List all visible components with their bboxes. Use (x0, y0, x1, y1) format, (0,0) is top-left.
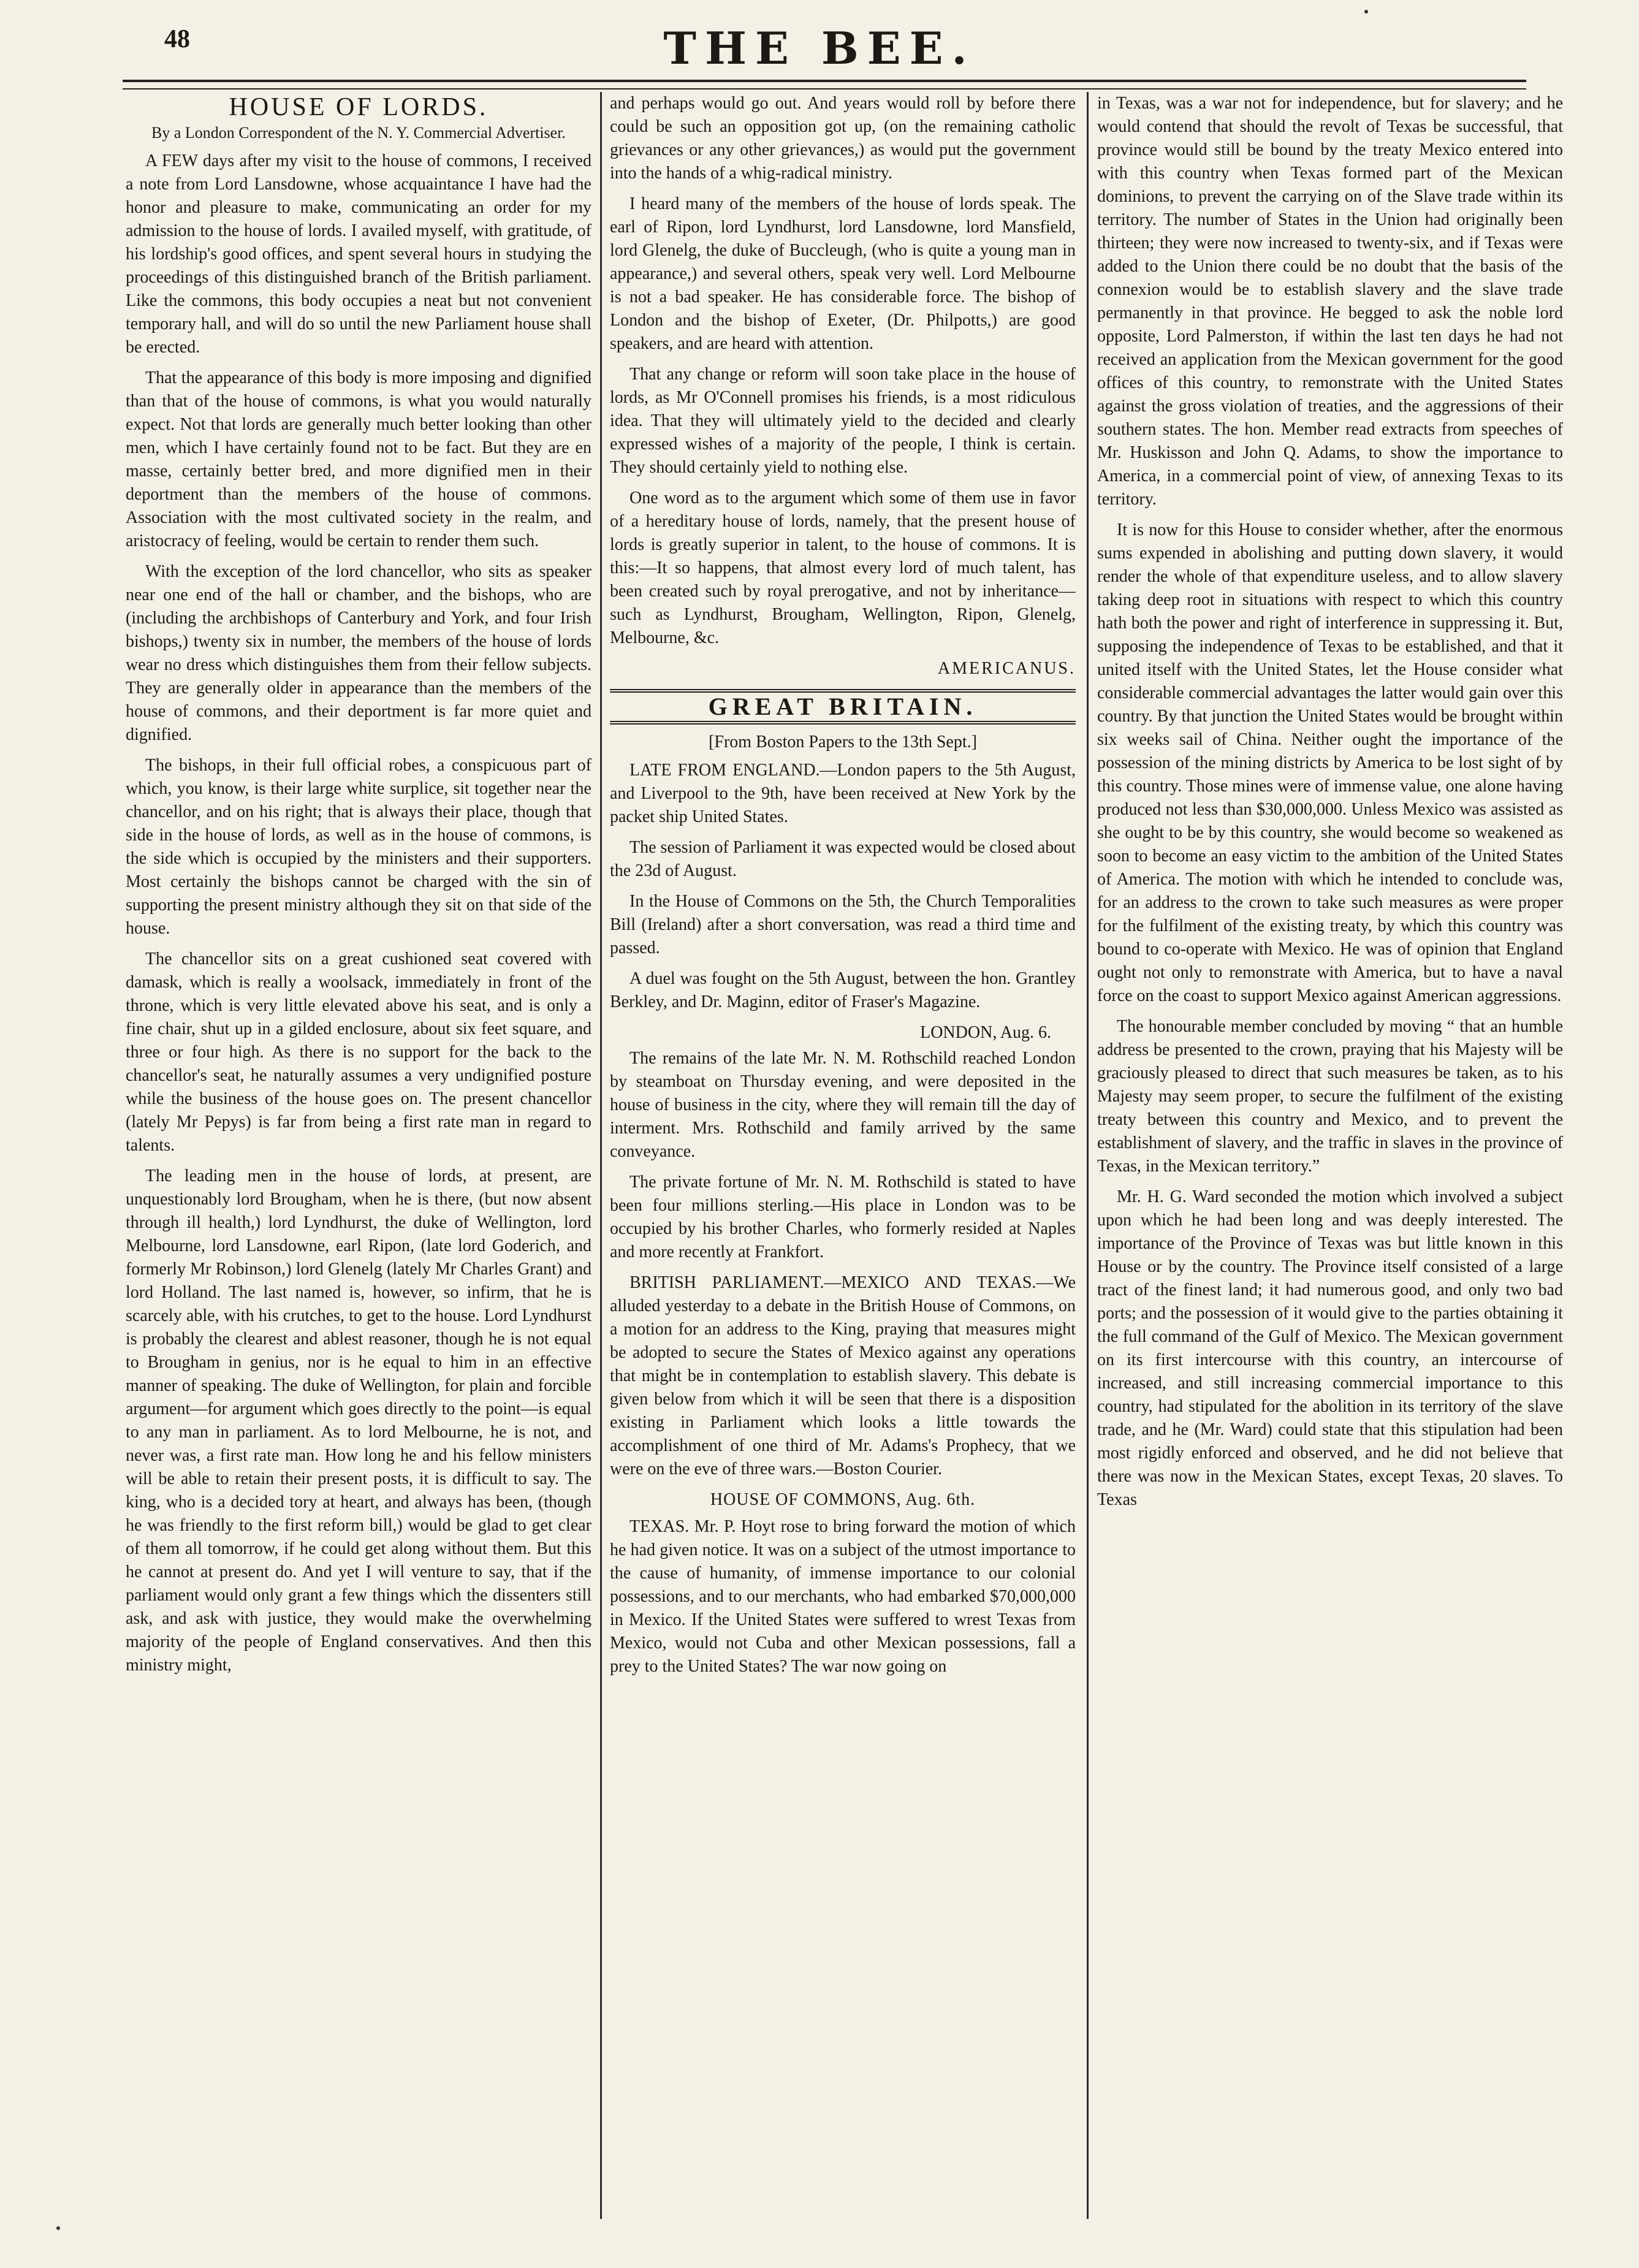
column-divider (600, 92, 602, 2219)
section-title: GREAT BRITAIN. (708, 693, 978, 720)
masthead-title: THE BEE. (663, 22, 976, 74)
paragraph: The session of Parliament it was expected would be closed about the 23d of August. (610, 838, 1076, 880)
section-header (610, 689, 1076, 725)
paragraph: The private fortune of Mr. N. M. Rothschild is stated to have been four millions sterling.—His place in London was to be occupied by his brother Charles, who formerly resided at Naples and more recently at Frankfort. (610, 1173, 1076, 1261)
signature: AMERICANUS. (937, 659, 1076, 678)
paragraph: The leading men in the house of lords, at present, are unquestionably lord Brougham, when he is there, (but now absent through ill health,) lord Lyndhurst, the duke of Wellington, lord Melbourne, lord Lansdowne, earl Ripon, (late lord Goderich, and formerly Mr Robinson,) lord Glenelg (lately Mr Charles Grant) and lord Holland. The last named is, however, so infirm, that he is scarcely able, with his crutches, to get to the house. Lord Lyndhurst is probably the clearest and ablest reasoner, though he is not equal to Brougham in genius, nor is he equal to him in an effective manner of speaking. The duke of Wellington, for plain and forcible argument—for argument which goes directly to the point—is equal to any man in parliament. As to lord Melbourne, he is not, and never was, a first rate man. How long he and his fellow ministers will be able to retain their present posts, it is difficult to say. The king, who is a decided tory at heart, and always has been, (though he was friendly to the first reform bill,) would be glad to get clear of them all tomorrow, if he could get along without them. But this he cannot at present do. And yet I will venture to say, that if the parliament would only grant a few things which the dissenters still ask, and ask with justice, they would make the overwhelming majority of the people of England conservatives. And then this ministry might, (126, 1166, 591, 1675)
paragraph: Mr. H. G. Ward seconded the motion which involved a subject upon which he had been long and was deeply interested. The importance of the Province of Texas was but little known in this House or by the country. The Province itself consisted of a large tract of the finest land; it had numerous good, and only two bad ports; and the possession of it would give to the parties obtaining it the full command of the Gulf of Mexico. The Mexican government on its first intercourse with this country, an intercourse of increased, and still increasing commercial importance to this country, had stipulated for the abolition in its territory of the slave trade, and he (Mr. Ward) could state that this stipulation had been most rigidly enforced and observed, and he did not believe that there was now in the Mexican States, except Texas, 20 slaves. To Texas (1097, 1187, 1563, 1509)
paragraph: In the House of Commons on the 5th, the Church Temporalities Bill (Ireland) after a short conversation, was read a third time and passed. (610, 892, 1076, 957)
ink-speck (56, 2226, 60, 2230)
column-1 (126, 92, 591, 2219)
article-title: HOUSE OF LORDS. (229, 93, 489, 121)
source-note: [From Boston Papers to the 13th Sept.] (709, 733, 977, 752)
paragraph: I heard many of the members of the house of lords speak. The earl of Ripon, lord Lyndhurst, lord Lansdowne, lord Mansfield, lord Glenelg, the duke of Buccleugh, (who is quite a young man in appearance,) and several others, speak very well. Lord Melbourne is not a bad speaker. He has considerable force. The bishop of London and the bishop of Exeter, (Dr. Philpotts,) are good speakers, and are heard with attention. (610, 194, 1076, 353)
paragraph: With the exception of the lord chancellor, who sits as speaker near one end of the hall or chamber, and the bishops, who are (including the archbishops of Canterbury and York, and four Irish bishops,) twenty six in number, the members of the house of lords wear no dress which distinguishes them from their fellow subjects. They are generally older in appearance than the members of the house of commons, and their deportment is far more quiet and dignified. (126, 562, 591, 744)
paragraph: It is now for this House to consider whether, after the enormous sums expended in abolishing and putting down slavery, it would render the whole of that expenditure useless, and to allow slavery taking deep root in situations with respect to which this country hath both the power and right of interference in suppressing it. But, supposing the independence of Texas to be established, and that it united itself with the United States, let the House consider what considerable commercial advantages the latter would gain over this country. By that junction the United States would be brought within six weeks sail of China. Neither ought the importance of the possession of the mining districts by America to be lost sight of by this country. Those mines were of immense value, one alone having produced not less than $30,000,000. Unless Mexico was assisted as she ought to be by this country, she would become so weakened as soon to become an easy victim to the ambition of the United States of America. The motion with which he intended to conclude was, for an address to the crown to take such measures as were proper for the fulfilment of the existing treaty, by which this country was bound to co-operate with Mexico. He was of opinion that England ought not only to remonstrate with America, but to have a naval force on the coast to support Mexico against American aggressions. (1097, 520, 1563, 1005)
paragraph: The chancellor sits on a great cushioned seat covered with damask, which is really a woolsack, immediately in front of the throne, which is very little elevated above his seat, and is only a fine chair, shut up in a gilded enclosure, about six feet square, and three or four high. As there is no support for the back to the chancellor's seat, he naturally assumes a very undignified posture while the business of the house goes on. The present chancellor (lately Mr Pepys) is far from being a first rate man in regard to talents. (126, 949, 591, 1155)
column-3 (1097, 92, 1563, 2219)
column-2 (610, 92, 1076, 2219)
paragraph: That the appearance of this body is more imposing and dignified than that of the house of commons, is what you would naturally expect. Not that lords are generally much better looking than other men, which I have certainly found not to be fact. But they are en masse, certainly better bred, and more dignified men in their deportment than the members of the house of commons. Association with the most cultivated society in the realm, and aristocracy of feeling, would be certain to render them such. (126, 368, 591, 550)
paragraph: BRITISH PARLIAMENT.—MEXICO AND TEXAS.—We alluded yesterday to a debate in the British House of Commons, on a motion for an address to the King, praying that measures might be adopted to secure the States of Mexico against any operations that might be in contemplation to establish slavery. This debate is given below from which it will be seen that there is a disposition existing in Parliament which looks a little towards the accomplishment of one third of Mr. Adams's Prophecy, that we were on the eve of three wars.—Boston Courier. (610, 1273, 1076, 1478)
paragraph: A duel was fought on the 5th August, between the hon. Grantley Berkley, and Dr. Maginn, editor of Fraser's Magazine. (610, 969, 1076, 1011)
ink-speck (1364, 10, 1368, 13)
header-rule (123, 80, 1526, 89)
paragraph: One word as to the argument which some of them use in favor of a hereditary house of lords, namely, that the present house of lords is greatly superior in talent, to the house of commons. It is this:—It so happens, that almost every lord of much talent, has been created such by royal prerogative, and not by inheritance—such as Lyndhurst, Brougham, Wellington, Ripon, Glenelg, Melbourne, &c. (610, 489, 1076, 647)
paragraph: The honourable member concluded by moving “ that an humble address be presented to the crown, praying that his Majesty will be graciously pleased to direct that such measures be taken, as to his Majesty may seem proper, to secure the fulfilment of the existing treaty between this country and Mexico, and to prevent the establishment of slavery, and the traffic in slaves in the province of Texas, in the Mexican territory.” (1097, 1017, 1563, 1176)
paragraph: and perhaps would go out. And years would roll by before there could be such an opposition got up, (on the remaining catholic grievances or any other grievances,) as would put the government into the hands of a whig-radical ministry. (610, 94, 1076, 183)
article-byline: By a London Correspondent of the N. Y. Commercial Advertiser. (151, 124, 566, 142)
dateline: LONDON, Aug. 6. (920, 1023, 1051, 1042)
paragraph: That any change or reform will soon take place in the house of lords, as Mr O'Connell promises his friends, is a most ridiculous idea. That they will ultimately yield to the decided and clearly expressed wishes of a majority of the people, I think is certain. They should certainly yield to nothing else. (610, 365, 1076, 477)
paragraph: in Texas, was a war not for independence, but for slavery; and he would contend that should the revolt of Texas be successful, that province would still be bound by the treaty Mexico entered into with this country when Texas formed part of the Mexican dominions, to prevent the carrying on of the Slave trade within its territory. The number of States in the Union had originally been thirteen; they were now increased to twenty-six, and if Texas were added to the Union there could be no doubt that the basis of the connexion would be to establish slavery and the slave trade permanently in that province. He begged to ask the noble lord opposite, Lord Palmerston, if within the last ten days he had not received an application from the Mexican government for the good offices of this country, to remonstrate with the United States against the gross violation of treaties, and the aggressions of their southern states. The hon. Member read extracts from speeches of Mr. Huskisson and John Q. Adams, to show the importance to America, in a commercial point of view, of annexing Texas to its territory. (1097, 94, 1563, 509)
paragraph: A FEW days after my visit to the house of commons, I received a note from Lord Lansdowne, whose acquaintance I have had the honor and pleasure to make, communicating an order for my admission to the house of lords. I availed myself, with gratitude, of his lordship's good offices, and spent several hours in studying the proceedings of this distinguished branch of the British parliament. Like the commons, this body occupies a neat but not convenient temporary hall, and will do so until the new Parliament house shall be erected. (126, 151, 591, 357)
column-divider (1087, 92, 1089, 2219)
subheading: HOUSE OF COMMONS, Aug. 6th. (710, 1490, 976, 1509)
paragraph: LATE FROM ENGLAND.—London papers to the 5th August, and Liverpool to the 9th, have been received at New York by the packet ship United States. (610, 761, 1076, 826)
paragraph: The bishops, in their full official robes, a conspicuous part of which, you know, is their large white surplice, sit together near the chancellor, and on his right; that is always their place, though that side in the house of lords, as well as in the house of commons, is the side which is occupied by the ministers and their supporters. Most certainly the bishops cannot be charged with the sin of supporting the present ministry although they sit on that side of the house. (126, 756, 591, 938)
page-number: 48 (164, 25, 190, 53)
paragraph: The remains of the late Mr. N. M. Rothschild reached London by steamboat on Thursday evening, and were deposited in the house of business in the city, where they will remain till the day of interment. Mrs. Rothschild and family arrived by the same conveyance. (610, 1049, 1076, 1161)
paragraph: TEXAS. Mr. P. Hoyt rose to bring forward the motion of which he had given notice. It was on a subject of the utmost importance to the cause of humanity, of immense importance to our colonial possessions, and to our merchants, who had embarked $70,000,000 in Mexico. If the United States were suffered to wrest Texas from Mexico, would not Cuba and other Mexican possessions, fall a prey to the United States? The war now going on (610, 1517, 1076, 1676)
